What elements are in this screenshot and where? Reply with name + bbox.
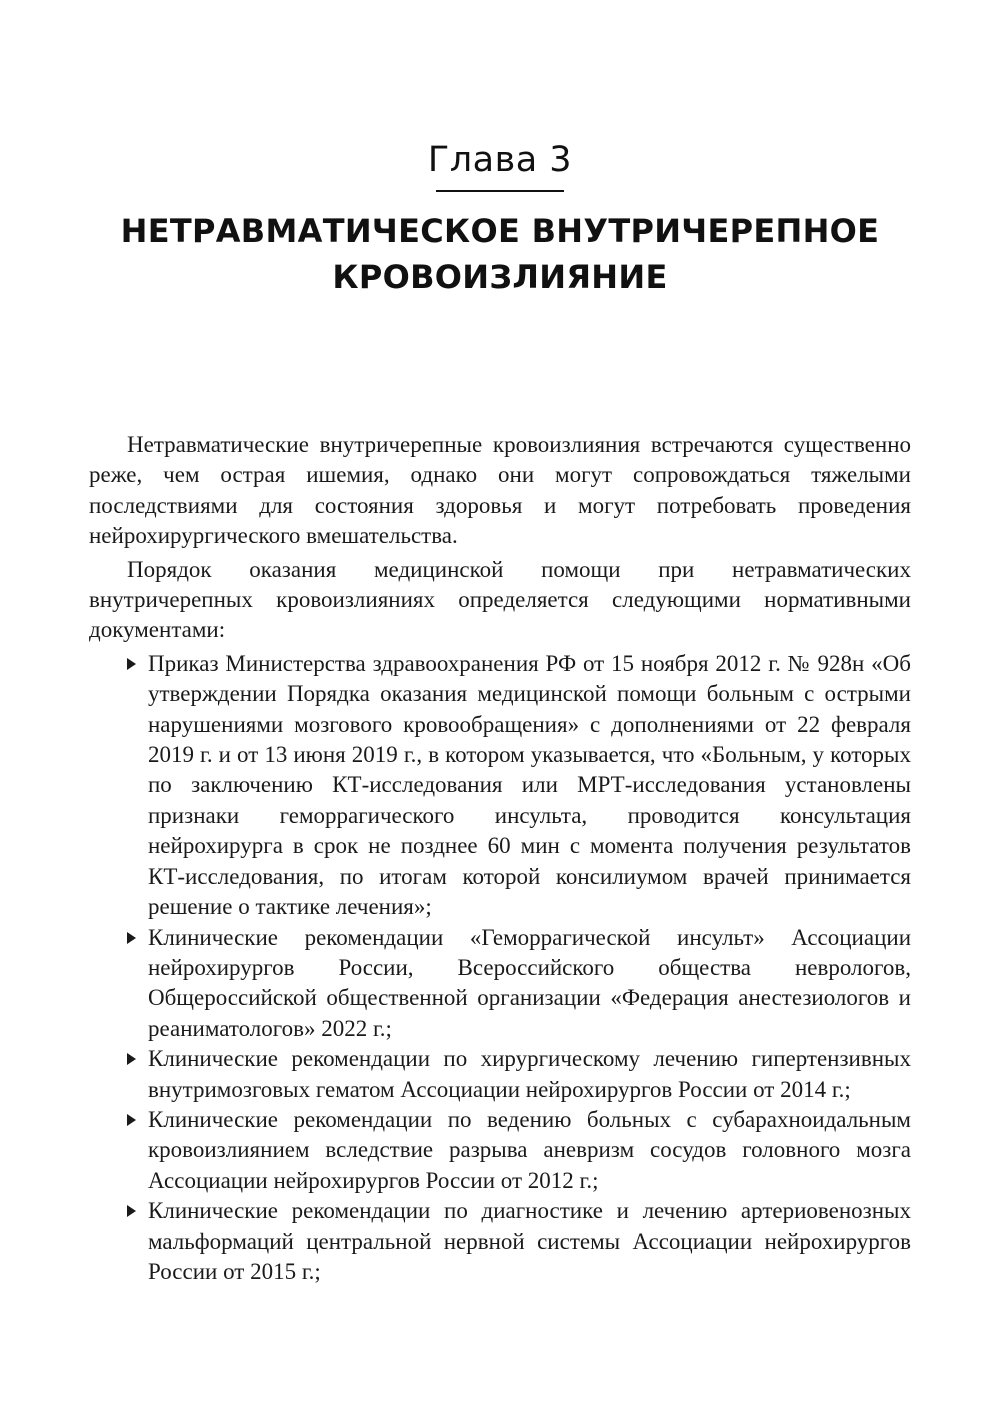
triangle-bullet-icon (127, 1053, 136, 1065)
chapter-title-line: НЕТРАВМАТИЧЕСКОЕ ВНУТРИЧЕРЕПНОЕ (120, 212, 880, 250)
paragraph: Нетравматические внутричерепные кровоизлияния встречаются существенно реже, чем острая ишемия, однако они могут сопровождаться тяжелыми последствиями для состояния здоровья и могут потребовать проведения нейрохирургического вмешательства. (89, 432, 911, 549)
triangle-bullet-icon (127, 1114, 136, 1126)
list-item (89, 1044, 911, 1105)
list-item (89, 649, 911, 923)
chapter-title (80, 208, 920, 300)
chapter-underline (436, 190, 564, 192)
list-item-text: Клинические рекомендации по диагностике и лечению артериовенозных мальформаций центральной нервной системы Ассоциации нейрохирургов России от 2015 г.; (148, 1198, 911, 1284)
chapter-title-line: КРОВОИЗЛИЯНИЕ (332, 258, 668, 296)
regulatory-documents-list (89, 649, 911, 1288)
list-item-text: Клинические рекомендации по хирургическому лечению гипертензивных внутримозговых гематом Ассоциации нейрохирургов России от 2014 г.; (148, 1046, 911, 1102)
list-item-text: Приказ Министерства здравоохранения РФ от 15 ноября 2012 г. № 928н «Об утверждении Порядка оказания медицинской помощи больным с острыми нарушениями мозгового кровообращения» с дополнениями от 22 февраля 2019 г. и от 13 июня 2019 г., в котором указывается, что «Больным, у которых по заключению КТ-исследования или МРТ-исследования установлены признаки геморрагического инсульта, проводится консультация нейрохирурга в срок не позднее 60 мин с момента получения результатов КТ-исследования, по итогам которой консилиумом врачей принимается решение о тактике лечения»; (148, 650, 911, 920)
list-item (89, 923, 911, 1045)
triangle-bullet-icon (127, 1205, 136, 1217)
body-text (89, 430, 911, 1287)
paragraph: Порядок оказания медицинской помощи при нетравматических внутричерепных кровоизлияниях определяется следующими нормативными документами: (89, 556, 911, 643)
list-item (89, 1196, 911, 1287)
list-item-text: Клинические рекомендации по ведению больных с субарахноидальным кровоизлиянием вследствие разрыва аневризм сосудов головного мозга Ассоциации нейрохирургов России от 2012 г.; (148, 1106, 911, 1193)
list-item-text: Клинические рекомендации «Геморрагической инсульт» Ассоциации нейрохирургов России, Всероссийского общества неврологов, Общероссийской общественной организации «Федерация анестезиологов и реаниматологов» 2022 г.; (148, 924, 911, 1041)
triangle-bullet-icon (127, 932, 136, 944)
triangle-bullet-icon (127, 658, 136, 670)
list-item (89, 1105, 911, 1196)
chapter-label: Глава 3 (427, 140, 573, 180)
